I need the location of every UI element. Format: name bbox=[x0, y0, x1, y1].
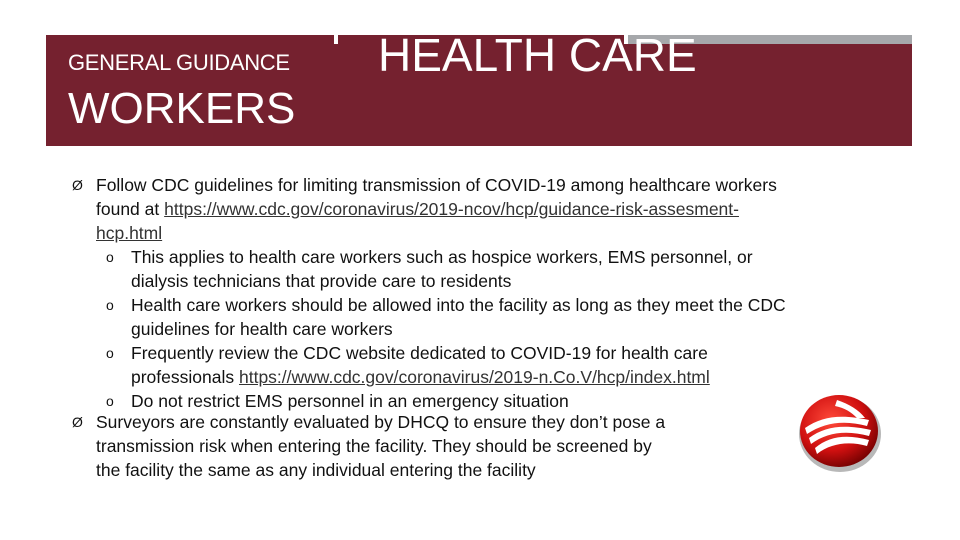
bullet-arrow-icon: Ø bbox=[72, 177, 83, 193]
sub-bullet-icon: o bbox=[106, 297, 114, 313]
sub3-line2 bbox=[131, 366, 710, 388]
bullet2-line1: Surveyors are constantly evaluated by DHCQ to ensure they don’t pose a bbox=[96, 412, 666, 432]
bullet1-line3 bbox=[96, 222, 162, 244]
bullet1-line2-prefix: found at bbox=[96, 199, 165, 219]
sub1-line2: dialysis technicians that provide care to residents bbox=[131, 271, 512, 291]
title-workers: WORKERS bbox=[68, 84, 296, 133]
cdc-guidance-link-cont[interactable]: hcp.html bbox=[96, 223, 163, 243]
sub-bullet-icon: o bbox=[106, 249, 114, 265]
cdc-guidance-link[interactable]: https://www.cdc.gov/coronavirus/2019-ncov/hcp/guidance-risk-assesment- bbox=[164, 199, 739, 219]
bullet1-line1: Follow CDC guidelines for limiting transmission of COVID-19 among healthcare workers bbox=[96, 175, 777, 195]
sub2-line1: Health care workers should be allowed into the facility as long as they meet the CDC bbox=[131, 295, 786, 315]
sub2-line2: guidelines for health care workers bbox=[131, 319, 393, 339]
sub3-line1: Frequently review the CDC website dedicated to COVID-19 for health care bbox=[131, 343, 708, 363]
bullet-arrow-icon: Ø bbox=[72, 414, 83, 430]
sub4-line1: Do not restrict EMS personnel in an emergency situation bbox=[131, 391, 569, 411]
bullet1-line2 bbox=[96, 198, 739, 220]
sub1-line1: This applies to health care workers such as hospice workers, EMS personnel, or bbox=[131, 247, 753, 267]
title-general-guidance: GENERAL GUIDANCE bbox=[68, 50, 290, 75]
hhs-eagle-logo-icon bbox=[797, 386, 883, 476]
cdc-hcp-index-link[interactable]: https://www.cdc.gov/coronavirus/2019-n.Co.V/hcp/index.html bbox=[238, 367, 710, 387]
sub3-line2-prefix: professionals bbox=[131, 367, 239, 387]
bullet2-line2: transmission risk when entering the facility. They should be screened by bbox=[96, 436, 652, 456]
sub-bullet-icon: o bbox=[106, 393, 114, 409]
title-health-care: HEALTH CARE bbox=[378, 29, 697, 81]
sub-bullet-icon: o bbox=[106, 345, 114, 361]
bullet2-line3: the facility the same as any individual entering the facility bbox=[96, 460, 536, 480]
